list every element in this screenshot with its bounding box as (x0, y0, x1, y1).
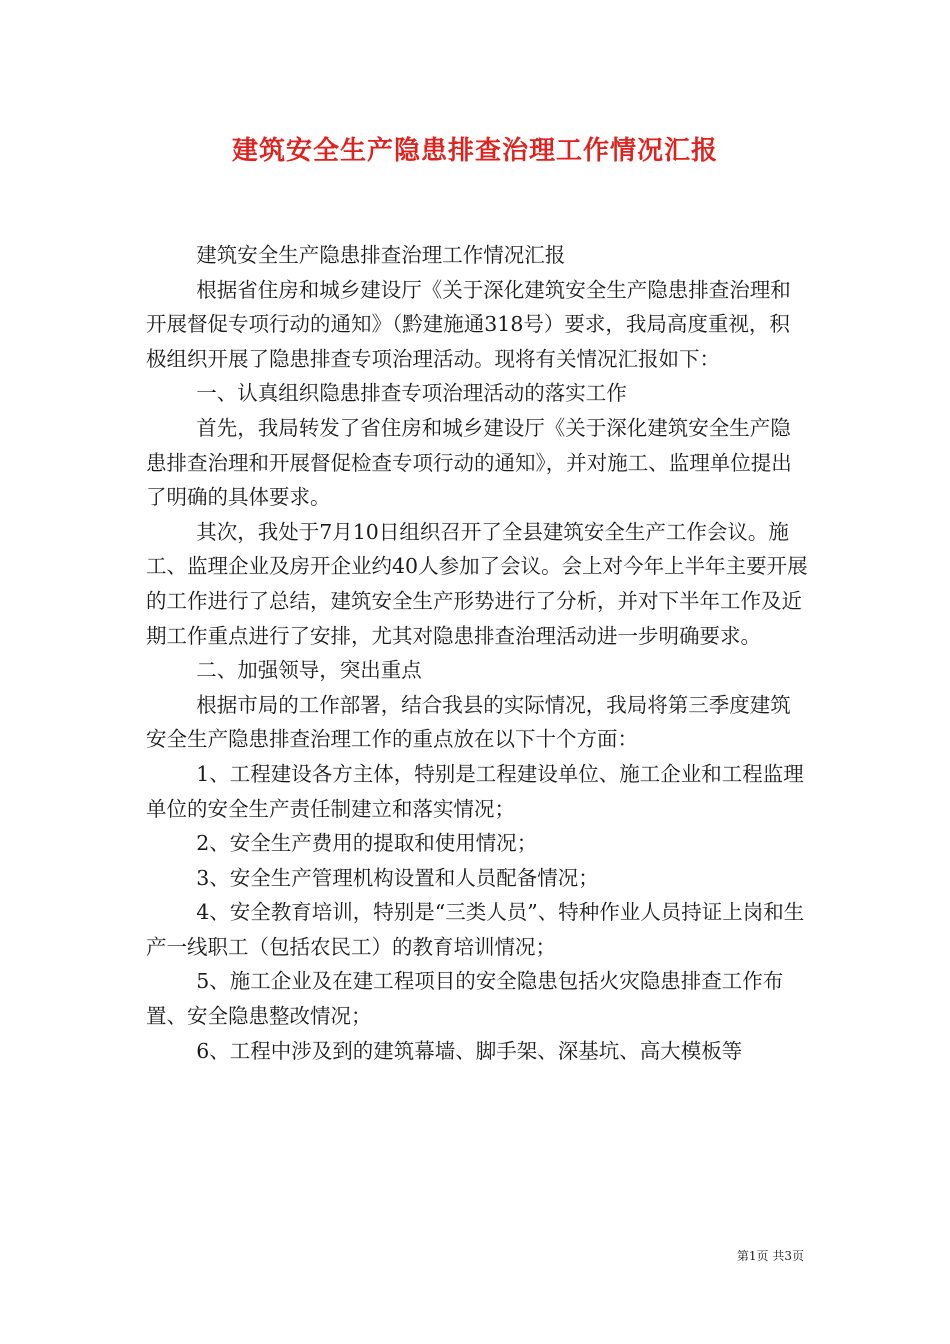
list-item: 3、安全生产管理机构设置和人员配备情况； (196, 865, 599, 890)
list-item: 6、工程中涉及到的建筑幕墙、脚手架、深基坑、高大模板等 (196, 1038, 743, 1063)
paragraph-subtitle: 建筑安全生产隐患排查治理工作情况汇报 (196, 243, 566, 267)
list-item: 2、安全生产费用的提取和使用情况； (196, 831, 538, 856)
paragraph: 首先，我局转发了省住房和城乡建设厅《关于深化建筑安全生产隐患排查治理和开展督促检查专项行动的通知》，并对施工、监理单位提出了明确的具体要求。 (146, 415, 792, 510)
document-body (146, 238, 808, 1068)
list-item: 5、施工企业及在建工程项目的安全隐患包括火灾隐患排查工作布置、安全隐患整改情况； (146, 969, 784, 1029)
paragraph-intro: 根据省住房和城乡建设厅《关于深化建筑安全生产隐患排查治理和开展督促专项行动的通知》（黔建施通318号）要求，我局高度重视，积极组织开展了隐患排查专项治理活动。现将有关情况汇报如下： (146, 277, 791, 371)
section-heading-2: 二、加强领导，突出重点 (196, 658, 422, 683)
section-heading-1: 一、认真组织隐患排查专项治理活动的落实工作 (196, 381, 627, 406)
paragraph: 根据市局的工作部署，结合我县的实际情况，我局将第三季度建筑安全生产隐患排查治理工作的重点放在以下十个方面： (146, 692, 791, 752)
list-item: 1、工程建设各方主体，特别是工程建设单位、施工企业和工程监理单位的安全生产责任制建立和落实情况； (146, 761, 804, 821)
list-item: 4、安全教育培训，特别是“三类人员”、特种作业人员持证上岗和生产一线职工（包括农民工）的教育培训情况； (146, 900, 805, 959)
paragraph: 其次，我处于7月10日组织召开了全县建筑安全生产工作会议。施工、监理企业及房开企业约40人参加了会议。会上对今年上半年主要开展的工作进行了总结，建筑安全生产形势进行了分析，并对下半年工作及近期工作重点进行了安排，尤其对隐患排查治理活动进一步明确要求。 (146, 519, 808, 648)
document-title: 建筑安全生产隐患排查治理工作情况汇报 (231, 136, 718, 166)
page-number: 第1页 共3页 (736, 1249, 804, 1263)
